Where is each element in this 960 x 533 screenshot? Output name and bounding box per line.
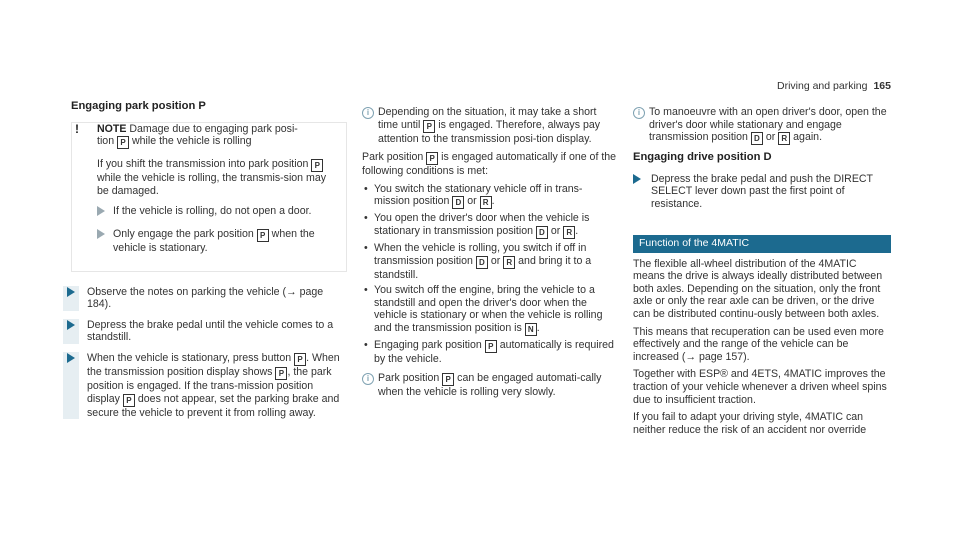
symbol-p-icon: P bbox=[426, 152, 438, 165]
page-number: 165 bbox=[873, 80, 891, 92]
symbol-p-icon: P bbox=[442, 373, 454, 386]
note-text-line2a: tion bbox=[97, 135, 115, 148]
step-arrow-icon bbox=[67, 286, 87, 311]
heading-park-position: Engaging park position P bbox=[71, 100, 206, 112]
symbol-p-icon: P bbox=[117, 136, 129, 149]
note-body: If you shift the transmission into park position P while the vehicle is rolling, the transmis-sion may be damaged. bbox=[97, 158, 327, 197]
note-box bbox=[71, 122, 347, 272]
info-note: i Park position P can be engaged automati-cally when the vehicle is rolling very slowly. bbox=[362, 372, 618, 399]
instruction-step: Depress the brake pedal until the vehicle comes to a standstill. bbox=[63, 319, 347, 344]
note-label: NOTE bbox=[97, 122, 127, 135]
conditions-list bbox=[362, 183, 618, 366]
note-substep: Only engage the park position P when the vehicle is stationary. bbox=[97, 228, 338, 255]
note-text-line2b: while the vehicle is rolling bbox=[132, 135, 252, 148]
symbol-p-icon: P bbox=[257, 229, 269, 242]
exclamation-icon: ! bbox=[75, 121, 79, 136]
symbol-n-icon: N bbox=[525, 323, 537, 336]
symbol-r-icon: R bbox=[563, 226, 575, 239]
step-arrow-icon bbox=[633, 173, 651, 211]
page-header bbox=[777, 80, 891, 93]
symbol-p-icon: P bbox=[294, 353, 306, 366]
column-middle bbox=[362, 100, 618, 404]
paragraph: The flexible all-wheel distribution of the 4MATIC means the drive is always ideally distributed between both axles. Depending on the situation, only the front axle or only the rear axle can be driven, or the drive can be distributed continu-ously between both axles. bbox=[633, 257, 883, 320]
step-arrow-icon bbox=[67, 352, 87, 419]
info-icon: i bbox=[633, 106, 649, 145]
info-icon: i bbox=[362, 372, 378, 399]
symbol-p-icon: P bbox=[275, 367, 287, 380]
column-left bbox=[71, 100, 347, 427]
section-band-4matic: Function of the 4MATIC bbox=[633, 235, 891, 253]
info-icon: i bbox=[362, 106, 378, 145]
symbol-r-icon: R bbox=[480, 196, 492, 209]
instruction-step: Depress the brake pedal and push the DIRECT SELECT lever down past the first point of resistance. bbox=[633, 173, 891, 211]
symbol-d-icon: D bbox=[452, 196, 464, 209]
symbol-r-icon: R bbox=[503, 256, 515, 269]
symbol-r-icon: R bbox=[778, 132, 790, 145]
list-item: • When the vehicle is rolling, you switch if off in transmission position D or R and bring it to a standstill. bbox=[362, 242, 618, 281]
heading-drive-position: Engaging drive position D bbox=[633, 151, 772, 164]
note-text-line1: Damage due to engaging park posi- bbox=[129, 122, 298, 135]
symbol-d-icon: D bbox=[751, 132, 763, 145]
paragraph: If you fail to adapt your driving style, 4MATIC can neither reduce the risk of an accident nor override bbox=[633, 411, 867, 436]
info-note: i To manoeuvre with an open driver's door, open the driver's door while stationary and engage transmission position D or R again. bbox=[633, 106, 891, 145]
symbol-p-icon: P bbox=[423, 120, 435, 133]
column-right bbox=[633, 100, 891, 441]
step-arrow-icon bbox=[67, 319, 87, 344]
paragraph: Park position P is engaged automatically if one of the following conditions is met: bbox=[362, 151, 617, 178]
symbol-d-icon: D bbox=[476, 256, 488, 269]
info-note: i Depending on the situation, it may take a short time until P is engaged. Therefore, always pay attention to the transmission posi-tion display. bbox=[362, 106, 618, 145]
symbol-d-icon: D bbox=[536, 226, 548, 239]
section-title: Driving and parking bbox=[777, 80, 868, 92]
list-item: • Engaging park position P automatically is required by the vehicle. bbox=[362, 339, 618, 366]
symbol-p-icon: P bbox=[311, 159, 323, 172]
list-item: • You switch off the engine, bring the vehicle to a standstill and open the driver's door when the vehicle is stationary or when the vehicle is rolling and the transmission position is N . bbox=[362, 284, 618, 336]
list-item: • You open the driver's door when the vehicle is stationary in transmission position D or R . bbox=[362, 212, 618, 239]
paragraph: Together with ESP® and 4ETS, 4MATIC improves the traction of your vehicle whenever a driven wheel spins due to insufficient traction. bbox=[633, 368, 887, 406]
instruction-step: When the vehicle is stationary, press button P . When the transmission position display shows P , the park position is engaged. If the trans-mission position display P does not appear, set the parking brake and secure the vehicle to prevent it from rolling away. bbox=[63, 352, 347, 419]
note-substep: If the vehicle is rolling, do not open a door. bbox=[97, 205, 338, 220]
symbol-p-icon: P bbox=[123, 394, 135, 407]
list-item: • You switch the stationary vehicle off in trans-mission position D or R . bbox=[362, 183, 618, 210]
step-arrow-icon bbox=[97, 205, 113, 220]
instruction-step: Observe the notes on parking the vehicle (→ page 184). bbox=[63, 286, 347, 311]
symbol-p-icon: P bbox=[485, 340, 497, 353]
note-header bbox=[72, 123, 338, 150]
paragraph: This means that recuperation can be used even more effectively and the range of the vehicle can be increased (→ page 157). bbox=[633, 325, 884, 363]
instruction-steps bbox=[71, 286, 347, 420]
step-arrow-icon bbox=[97, 228, 113, 255]
